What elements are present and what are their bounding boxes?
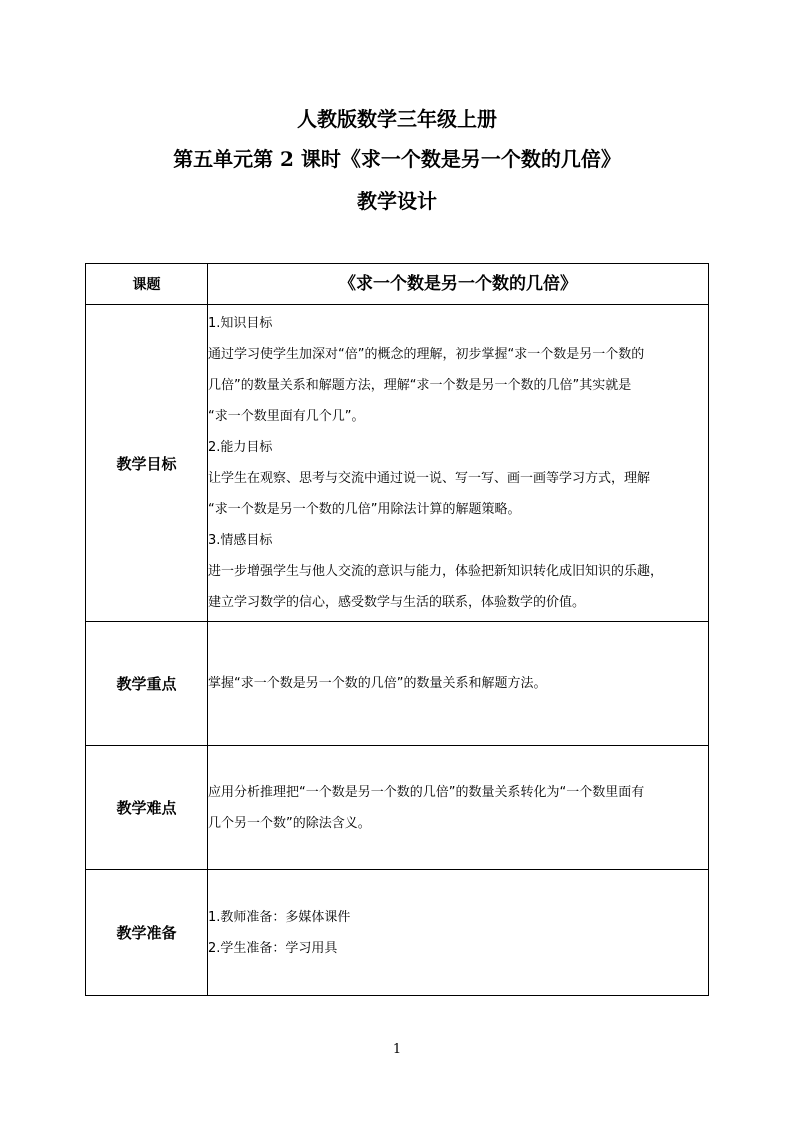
difficulty-label: 教学难点 [86,746,208,870]
emotion-goal-heading: 3.情感目标 [208,533,273,548]
emotion-goal-line: 进一步增强学生与他人交流的意识与能力，体验把新知识转化成旧知识的乐趣， [208,564,664,579]
table-row-preparation [86,870,709,996]
lesson-plan-table [85,263,709,996]
page-number: 1 [392,1042,402,1057]
ability-goal-heading: 2.能力目标 [208,440,273,455]
preparation-content [208,870,709,996]
key-point-content [208,622,709,746]
knowledge-goal-heading: 1.知识目标 [208,316,273,331]
ability-goal-line: 让学生在观察、思考与交流中通过说一说、写一写、画一画等学习方式，理解 [208,471,651,486]
title-lesson: 第五单元第 2 课时《求一个数是另一个数的几倍》 [173,147,621,171]
table-row-difficulty [86,746,709,870]
knowledge-goal-line: 几倍”的数量关系和解题方法，理解“求一个数是另一个数的几倍”其实就是 [208,378,632,393]
difficulty-line: 几个另一个数”的除法含义。 [208,815,371,831]
knowledge-goal-line: 通过学习使学生加深对“倍”的概念的理解，初步掌握“求一个数是另一个数的 [208,347,645,362]
key-point-label: 教学重点 [86,622,208,746]
table-row-goals [86,305,709,622]
goals-label: 教学目标 [86,305,208,622]
ability-goal-line: “求一个数是另一个数的几倍”用除法计算的解题策略。 [208,502,521,517]
knowledge-goal-line: “求一个数里面有几个几”。 [208,409,365,424]
topic-label: 课题 [86,264,208,305]
preparation-line: 2.学生准备：学习用具 [208,940,338,956]
difficulty-line: 应用分析推理把“一个数是另一个数的几倍”的数量关系转化为“一个数里面有 [208,784,645,800]
title-textbook: 人教版数学三年级上册 [297,107,497,131]
key-point-text: 掌握“求一个数是另一个数的几倍”的数量关系和解题方法。 [208,676,547,691]
topic-value: 《求一个数是另一个数的几倍》 [208,264,709,305]
preparation-label: 教学准备 [86,870,208,996]
goals-content [208,305,709,622]
emotion-goal-line: 建立学习数学的信心，感受数学与生活的联系，体验数学的价值。 [208,595,586,610]
table-row-key-point [86,622,709,746]
table-row-topic [86,264,709,305]
preparation-line: 1.教师准备：多媒体课件 [208,909,351,925]
title-doc-type: 教学设计 [357,189,437,213]
difficulty-content [208,746,709,870]
